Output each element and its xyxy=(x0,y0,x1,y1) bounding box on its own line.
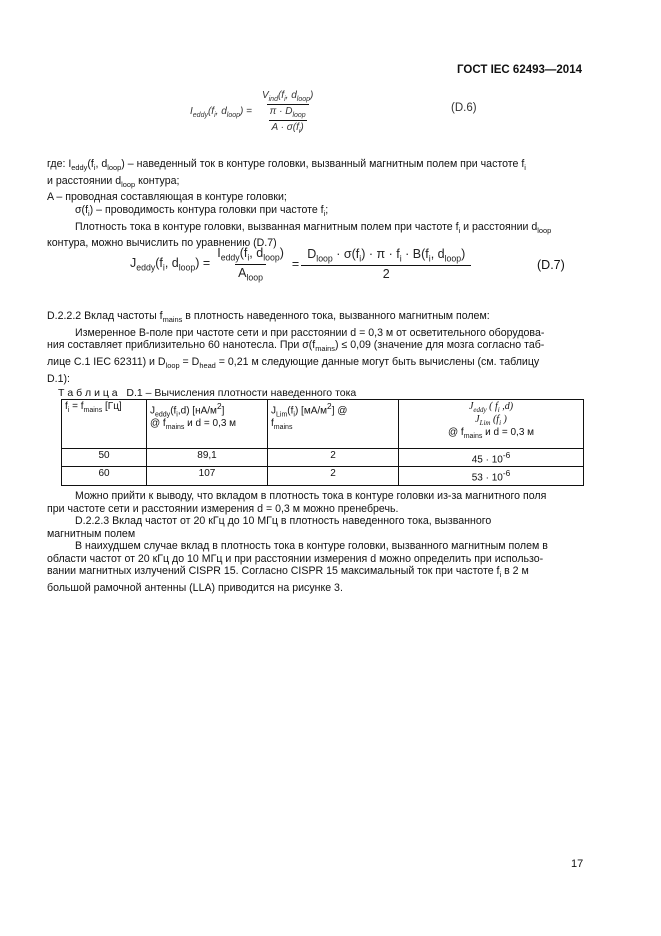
eq-d7-num2: $D_{loop} \cdot \sigma(f_i) \cdot \pi \cdot f_i \cdot B(f_i$, $d_{loop}$) xyxy=(307,247,466,264)
eq-d7-fraction2 xyxy=(304,247,468,281)
table-row xyxy=(62,467,584,485)
cell-jeddy: 89,1 xyxy=(147,449,268,467)
section-d222-line2: ния составляет приблизительно 60 нанотесла. При $\sigma(f_{mains}) \le 0,09$ (значение для мозга согласно таб- xyxy=(47,339,545,354)
page-number: 17 xyxy=(571,858,584,870)
header-ratio: $J_{eddy}$ ( $f_i$ ,d) $J_{Lim}$ ($f_i$ ) @ $f_{mains}$ и d = 0,3 м xyxy=(399,400,584,449)
section-d222-line3: лице C.1 IEC 62311) и $D_{loop} = D_{head} = 0,21$ м следующие данные могут быть вычислены (см. таблицу xyxy=(47,356,540,371)
section-d223 xyxy=(47,515,583,595)
table-caption xyxy=(58,387,356,399)
eq-d7-fraction1 xyxy=(214,246,287,282)
conclusion-line1: Можно прийти к выводу, что вкладом в плотность тока в контуре головки из-за магнитного поля xyxy=(75,490,547,502)
eq-d6-numerator: $\frac{V_{ind}(f_i, d_{loop})}{\pi \cdot D_{loop}}$ xyxy=(261,90,314,119)
equation-d6 xyxy=(190,90,319,135)
eq-d7-den2: 2 xyxy=(301,265,471,281)
section-d222-line4: D.1): xyxy=(47,372,70,385)
def-line-sigma: $\sigma(f_i)$ – проводимость контура головки при частоте $f_i$; xyxy=(75,204,329,219)
def-line-dloop: и расстоянии $d_{loop}$ контура; xyxy=(47,174,180,189)
cell-jlim: 2 xyxy=(268,449,399,467)
table-caption-prefix: Т а б л и ц а xyxy=(58,387,118,399)
conclusion-paragraph xyxy=(47,490,583,515)
cell-ratio: $53 \cdot 10^{-6}$ xyxy=(399,467,584,485)
section-d222-line1: Измеренное B-поле при частоте сети и при расстоянии d = 0,3 м от осветительного оборудова- xyxy=(75,326,545,339)
section-d223-title-line2: магнитным полем xyxy=(47,527,136,540)
equation-d7 xyxy=(130,246,468,282)
table-row xyxy=(62,449,584,467)
header-jeddy: $J_{eddy}(f_i,d)$ $[нА/м^2]$ @ $f_{mains}$ и d = 0,3 м xyxy=(147,400,268,449)
eq-d6-lhs: $I_{eddy}(f_i$, $d_{loop}$) = xyxy=(190,106,252,119)
cell-jlim: 2 xyxy=(268,467,399,485)
section-d223-line2: области частот от 20 кГц до 10 МГц и при расстоянии измерения d можно определить при использо- xyxy=(47,552,544,565)
cell-ratio: $45 \cdot 10^{-6}$ xyxy=(399,449,584,467)
definitions-block xyxy=(47,158,583,250)
cell-frequency: 60 xyxy=(62,467,147,485)
eq-d7-equals: = xyxy=(291,257,300,271)
cell-frequency: 50 xyxy=(62,449,147,467)
def-line-ieddy: где: $I_{eddy}(f_i$, $d_{loop}$) – наведенный ток в контуре головки, вызванный магнитным полем при частоте $f_i$ xyxy=(47,158,526,173)
table-header-row xyxy=(62,400,584,449)
section-d223-title-line1: D.2.2.3 Вклад частот от 20 кГц до 10 МГц в плотность наведенного тока, вызванного xyxy=(75,515,492,527)
eq-d6-fraction xyxy=(256,90,319,135)
section-d222-title: D.2.2.2 Вклад частоты $f_{mains}$ в плотность наведенного тока, вызванного магнитным полем: xyxy=(47,310,490,325)
def-line-density: Плотность тока в контуре головки, вызванная магнитным полем при частоте $f_i$ и расстоянии $d_{loop}$ xyxy=(75,220,552,235)
section-d222 xyxy=(47,310,583,385)
section-d223-line4: большой рамочной антенны (LLA) приводится на рисунке 3. xyxy=(47,582,343,595)
table-caption-text: D.1 – Вычисления плотности наведенного тока xyxy=(126,387,357,399)
def-line-d7ref: контура, можно вычислить по уравнению (D.7) xyxy=(47,237,277,250)
equation-d6-number: (D.6) xyxy=(451,102,477,114)
eq-d7-den1: $A_{loop}$ xyxy=(235,264,266,283)
conclusion-line2: при частоте сети и расстоянии измерения d = 0,3 м можно пренебречь. xyxy=(47,502,399,515)
header-frequency: $f_i = f_{mains}$ [Гц] xyxy=(62,400,147,449)
def-line-a: A – проводная составляющая в контуре головки; xyxy=(47,191,287,204)
eq-d6-denominator: $A \cdot \sigma(f_i)$ xyxy=(269,120,307,135)
section-d223-line3: вании магнитных излучений CISPR 15. Согласно CISPR 15 максимальный ток при частоте $f_i$ в 2 м xyxy=(47,565,529,580)
equation-d7-number: (D.7) xyxy=(537,258,565,272)
cell-jeddy: 107 xyxy=(147,467,268,485)
eq-d7-lhs: $J_{eddy}(f_i$, $d_{loop}$) = xyxy=(130,255,211,273)
current-density-table xyxy=(61,399,584,486)
section-d223-line1: В наихудшем случае вклад в плотность тока в контуре головки, вызванного магнитным полем в xyxy=(75,540,548,553)
document-header: ГОСТ IEC 62493—2014 xyxy=(457,64,582,76)
eq-d7-num1: $I_{eddy}(f_i$, $d_{loop}$) xyxy=(217,246,284,263)
header-jlim: $J_{Lim}(f_i)$ $[мА/м^2]$ @ $f_{mains}$ xyxy=(268,400,399,449)
